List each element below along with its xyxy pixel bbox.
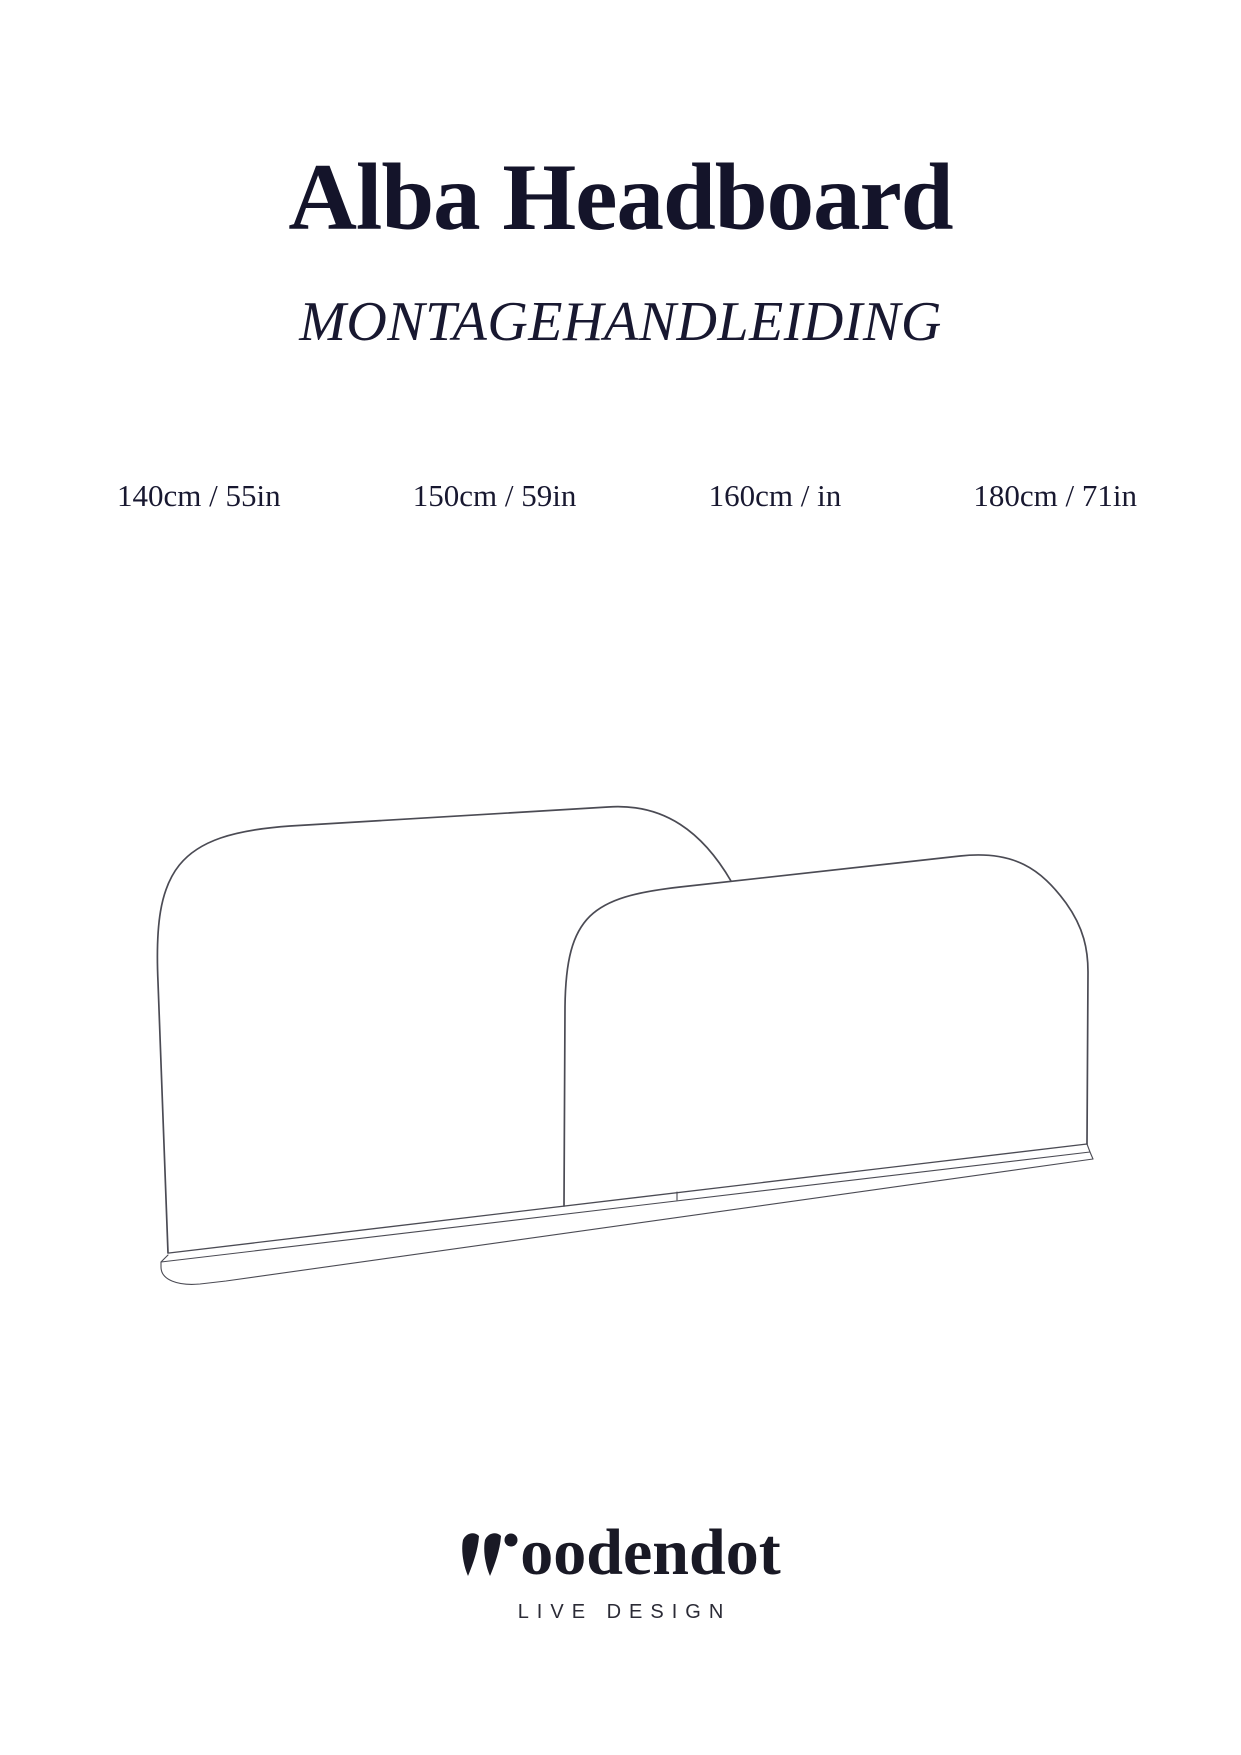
shelf-bottom-edge (161, 1159, 1093, 1284)
headboard-drawing-svg (140, 710, 1120, 1310)
shelf-top-edge (161, 1152, 1090, 1262)
back-panel-outline (157, 807, 731, 1253)
size-options-row (117, 478, 1137, 514)
brand-tagline: LIVE DESIGN (517, 1601, 732, 1623)
page-subtitle: MONTAGEHANDLEIDING (299, 291, 942, 353)
woodendot-logo (460, 1516, 781, 1589)
size-option-180: 180cm / 71in (973, 478, 1137, 513)
page-title: Alba Headboard (288, 144, 953, 250)
shelf-right-end-cap (1087, 1144, 1093, 1159)
woodendot-logo-text: oodendot (520, 1516, 781, 1589)
woodendot-w-mark-icon (460, 1532, 518, 1580)
size-option-150: 150cm / 59in (412, 478, 577, 513)
size-option-140: 140cm / 55in (117, 478, 281, 513)
panel-bottom-edge (169, 1144, 1087, 1253)
size-option-160: 160cm / in (708, 478, 842, 513)
headboard-line-drawing (140, 710, 1120, 1310)
